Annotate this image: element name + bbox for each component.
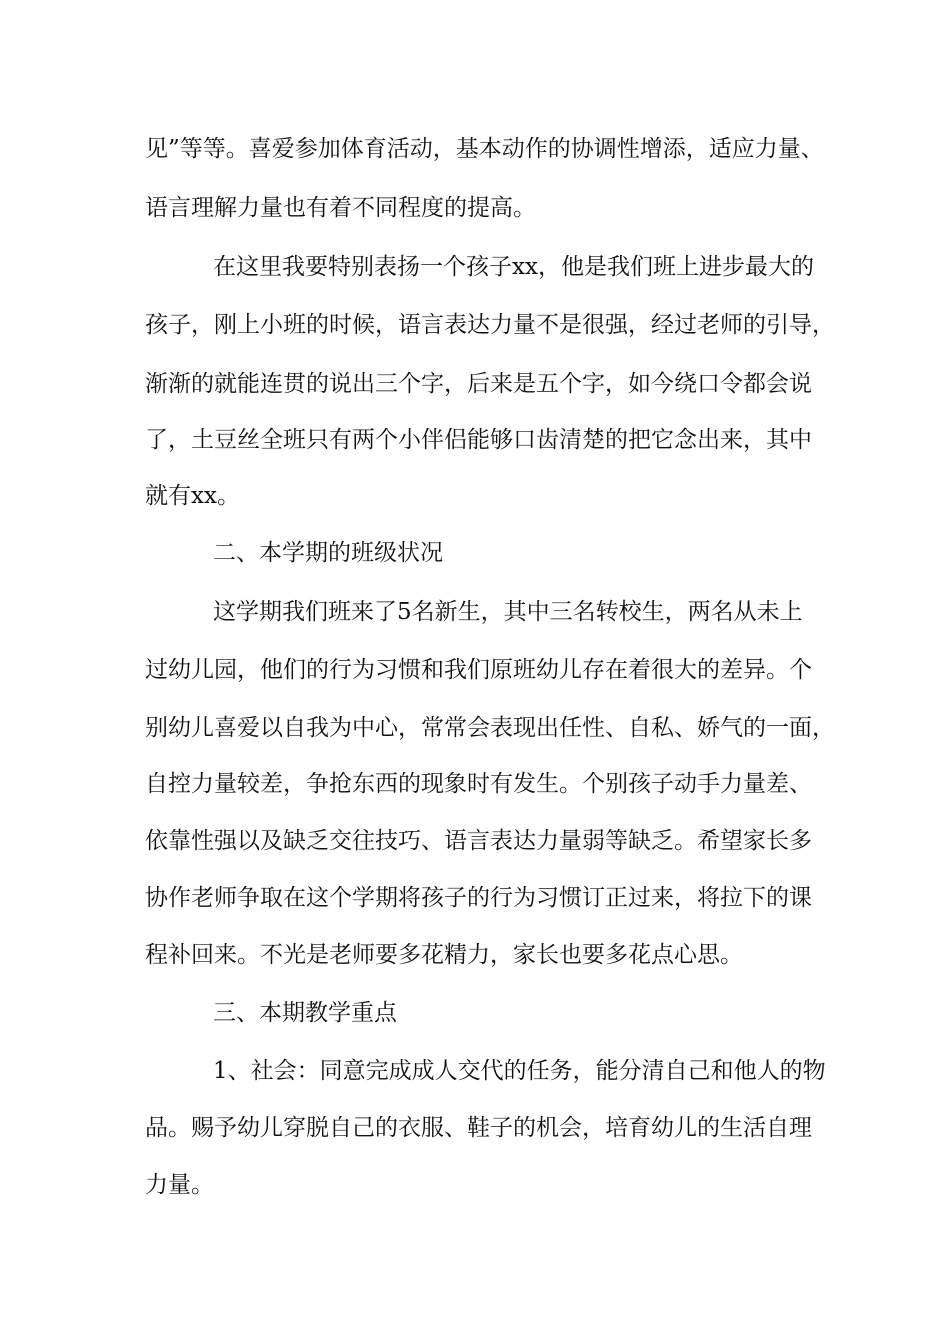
paragraph-line: 程补回来。不光是老师要多花精力，家长也要多花点心思。 [145, 942, 743, 968]
paragraph-line: 品。赐予幼儿穿脱自己的衣服、鞋子的机会，培育幼儿的生活自理 [145, 1115, 812, 1141]
paragraph-line: 见”等等。喜爱参加体育活动，基本动作的协调性增添，适应力量、 [145, 136, 824, 162]
paragraph-line: 协作老师争取在这个学期将孩子的行为习惯订正过来，将拉下的课 [145, 885, 812, 911]
paragraph-line: 在这里我要特别表扬一个孩子xx，他是我们班上进步最大的 [213, 254, 814, 280]
paragraph-line: 过幼儿园，他们的行为习惯和我们原班幼儿存在着很大的差异。个 [145, 657, 812, 683]
section-heading: 三、本期教学重点 [213, 1000, 397, 1026]
paragraph-line: 渐渐的就能连贯的说出三个字，后来是五个字，如今绕口令都会说 [145, 371, 812, 397]
paragraph-line: 1、社会：同意完成成人交代的任务，能分清自己和他人的物 [213, 1058, 826, 1084]
paragraph-line: 依靠性强以及缺乏交往技巧、语言表达力量弱等缺乏。希望家长多 [145, 828, 812, 854]
section-heading: 二、本学期的班级状况 [213, 540, 443, 566]
paragraph-line: 就有xx。 [145, 483, 240, 509]
paragraph-line: 语言理解力量也有着不同程度的提高。 [145, 195, 536, 221]
paragraph-line: 这学期我们班来了5名新生，其中三名转校生，两名从未上 [213, 599, 803, 625]
paragraph-line: 自控力量较差，争抢东西的现象时有发生。个别孩子动手力量差、 [145, 771, 812, 797]
paragraph-line: 力量。 [145, 1172, 214, 1198]
paragraph-line: 别幼儿喜爱以自我为中心，常常会表现出任性、自私、娇气的一面， [145, 715, 835, 741]
paragraph-line: 孩子，刚上小班的时候，语言表达力量不是很强，经过老师的引导， [145, 312, 835, 338]
paragraph-line: 了，土豆丝全班只有两个小伴侣能够口齿清楚的把它念出来，其中 [145, 427, 812, 453]
